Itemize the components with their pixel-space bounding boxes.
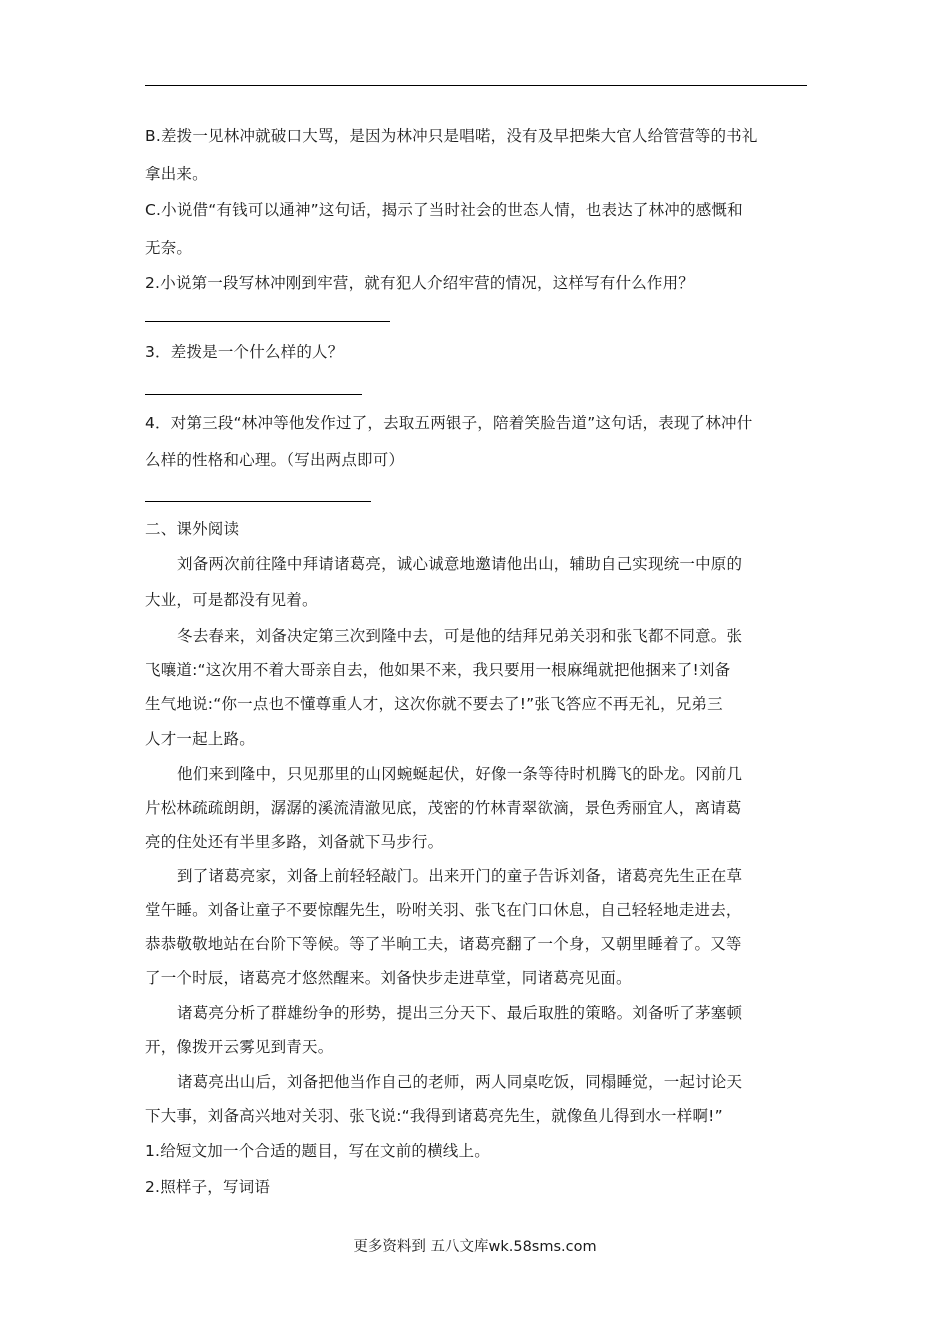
paragraph-4-line-1: 到了诸葛亮家，刘备上前轻轻敲门。出来开门的童子告诉刘备，诸葛亮先生正在草 [177,867,743,885]
paragraph-3-line-1: 他们来到隆中，只见那里的山冈蜿蜒起伏，好像一条等待时机腾飞的卧龙。冈前几 [177,765,743,783]
paragraph-1-line-2: 大业，可是都没有见着。 [145,591,318,609]
paragraph-6-line-1: 诸葛亮出山后，刘备把他当作自己的老师，两人同桌吃饭，同榻睡觉，一起讨论天 [177,1073,743,1091]
paragraph-4-line-4: 了一个时辰，诸葛亮才悠然醒来。刘备快步走进草堂，同诸葛亮见面。 [145,969,632,987]
paragraph-6-line-2: 下大事，刘备高兴地对关羽、张飞说:“我得到诸葛亮先生，就像鱼儿得到水一样啊!” [145,1107,723,1125]
paragraph-3-line-2: 片松林疏疏朗朗，潺潺的溪流清澈见底，茂密的竹林青翠欲滴，景色秀丽宜人，离请葛 [145,799,742,817]
answer-line-q2 [145,321,390,322]
option-b-line-1: B.差拨一见林冲就破口大骂，是因为林冲只是唱喏，没有及早把柴大官人给管营等的书礼 [145,127,758,145]
question-4-line-2: 么样的性格和心理。（写出两点即可） [145,451,405,469]
reading-question-1: 1.给短文加一个合适的题目，写在文前的横线上。 [145,1142,490,1160]
paragraph-2-line-2: 飞嚷道:“这次用不着大哥亲自去，他如果不来，我只要用一根麻绳就把他捆来了!刘备 [145,661,731,679]
question-3: 3．差拨是一个什么样的人？ [145,343,344,361]
question-2: 2.小说第一段写林冲刚到牢营，就有犯人介绍牢营的情况，这样写有什么作用？ [145,274,694,292]
paragraph-4-line-3: 恭恭敬敬地站在台阶下等候。等了半晌工夫，诸葛亮翻了一个身，又朝里睡着了。又等 [145,935,742,953]
reading-question-2: 2.照样子，写词语 [145,1178,271,1196]
paragraph-2-line-3: 生气地说:“你一点也不懂尊重人才，这次你就不要去了!”张飞答应不再无礼，兄弟三 [145,695,723,713]
answer-line-q3 [145,394,362,395]
paragraph-5-line-2: 开，像拨开云雾见到青天。 [145,1038,334,1056]
answer-line-q4 [145,501,371,502]
paragraph-5-line-1: 诸葛亮分析了群雄纷争的形势，提出三分天下、最后取胜的策略。刘备听了茅塞顿 [177,1004,743,1022]
paragraph-2-line-4: 人才一起上路。 [145,730,255,748]
paragraph-1-line-1: 刘备两次前往隆中拜请诸葛亮，诚心诚意地邀请他出山，辅助自己实现统一中原的 [177,555,743,573]
paragraph-2-line-1: 冬去春来，刘备决定第三次到隆中去，可是他的结拜兄弟关羽和张飞都不同意。张 [177,627,743,645]
option-c-line-1: C.小说借“有钱可以通神”这句话，揭示了当时社会的世态人情，也表达了林冲的感慨和 [145,201,743,219]
footer-source: 更多资料到 五八文库wk.58sms.com [353,1239,597,1255]
title-blank-line [145,85,807,86]
option-c-line-2: 无奈。 [145,239,193,257]
paragraph-3-line-3: 亮的住处还有半里多路，刘备就下马步行。 [145,833,444,851]
question-4-line-1: 4．对第三段“林冲等他发作过了，去取五两银子，陪着笑脸告道”这句话，表现了林冲什 [145,414,753,432]
section-heading: 二、课外阅读 [145,520,240,538]
paragraph-4-line-2: 堂午睡。刘备让童子不要惊醒先生，吩咐关羽、张飞在门口休息，自己轻轻地走进去， [145,901,742,919]
option-b-line-2: 拿出来。 [145,165,208,183]
